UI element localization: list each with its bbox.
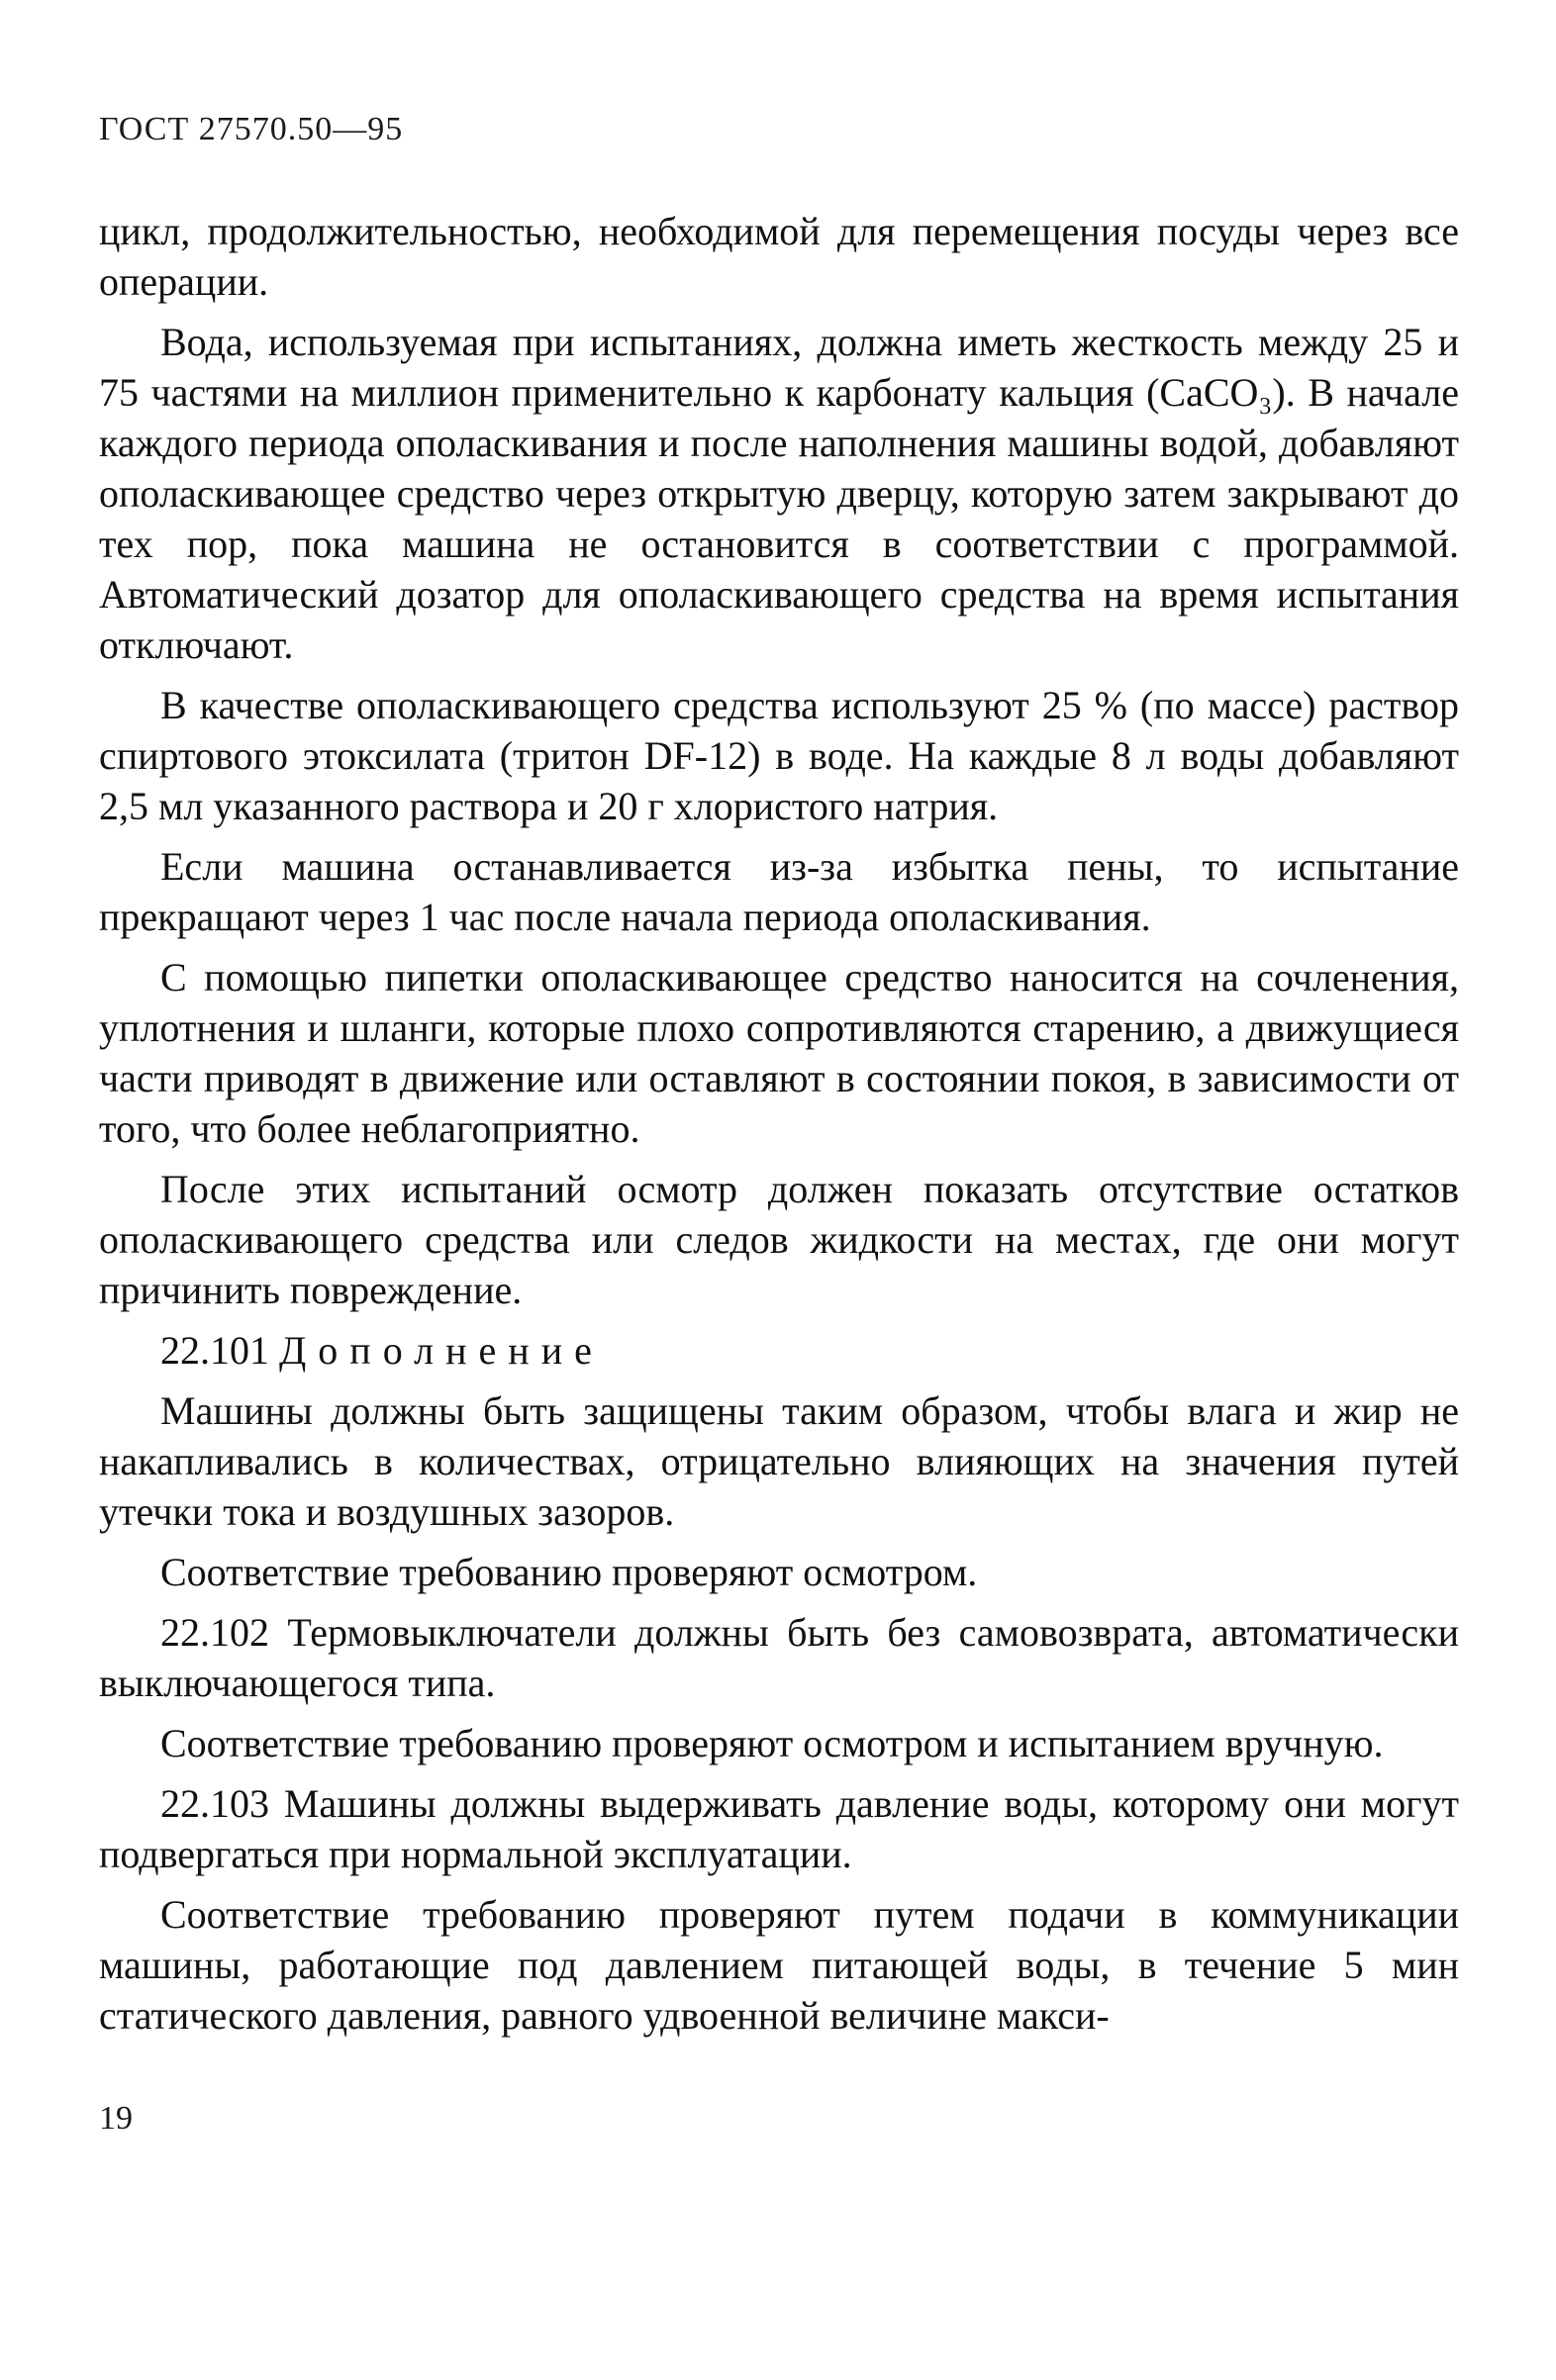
section-heading-22-101 <box>99 1325 1459 1376</box>
paragraph-pipette: С помощью пипетки ополаскивающее средство наносится на сочленения, уплотнения и шланги, которые плохо сопротивляются старению, а движущиеся части приводят в движение или оставляют в состоянии покоя, в зависимости от того, что более неблагоприятно. <box>99 955 1459 1151</box>
paragraph-foam-stop: Если машина останавливается из-за избытка пены, то испытание прекращают через 1 час после начала периода ополаскивания. <box>99 844 1459 939</box>
paragraph-compliance-inspection: Соответствие требованию проверяют осмотром. <box>160 1550 978 1594</box>
paragraph-moisture-protection: Машины должны быть защищены таким образом, чтобы влага и жир не накапливались в количествах, отрицательно влияющих на значения путей утечки тока и воздушных зазоров. <box>99 1388 1459 1534</box>
body-text <box>99 206 1459 2050</box>
standard-header: ГОСТ 27570.50—95 <box>99 111 404 147</box>
paragraph-continuation: цикл, продолжительностью, необходимой для перемещения посуды через все операции. <box>99 209 1459 304</box>
section-title: Дополнение <box>279 1328 604 1373</box>
paragraph-22-102: 22.102 Термовыключатели должны быть без самовозврата, автоматически выключающегося типа. <box>99 1610 1459 1705</box>
paragraph-inspection: После этих испытаний осмотр должен показать отсутствие остатков ополаскивающего средства или следов жидкости на местах, где они могут причинить повреждение. <box>99 1167 1459 1312</box>
paragraph-compliance-manual: Соответствие требованию проверяют осмотром и испытанием вручную. <box>160 1721 1384 1765</box>
paragraph-pressure-test: Соответствие требованию проверяют путем подачи в коммуникации машины, работающие под давлением питающей воды, в течение 5 мин статического давления, равного удвоенной величине макси- <box>99 1892 1459 2038</box>
paragraph-water-hardness: Вода, используемая при испытаниях, должна иметь жесткость между 25 и 75 частями на миллион применительно к карбонату кальция (CaCO₃). В начале каждого периода ополаскивания и после наполнения машины водой, добавляют ополаскивающее средство через открытую дверцу, которую затем закрывают до тех пор, пока машина не остановится в соответствии с программой. Автоматический дозатор для ополаскивающего средства на время испытания отключают. <box>99 320 1459 667</box>
section-number: 22.101 <box>160 1328 269 1373</box>
paragraph-22-103: 22.103 Машины должны выдерживать давление воды, которому они могут подвергаться при нормальной эксплуатации. <box>99 1781 1459 1876</box>
paragraph-rinse-agent: В качестве ополаскивающего средства используют 25 % (по массе) раствор спиртового этоксилата (тритон DF-12) в воде. На каждые 8 л воды добавляют 2,5 мл указанного раствора и 20 г хлористого натрия. <box>99 683 1459 828</box>
page-number: 19 <box>99 2100 133 2137</box>
